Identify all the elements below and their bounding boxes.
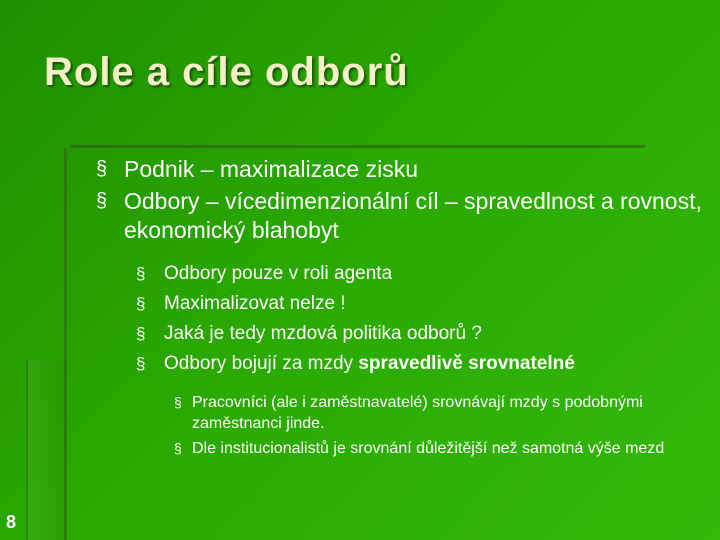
bullet-list xyxy=(96,155,706,463)
frame-left-band-line xyxy=(26,360,28,540)
frame-top-line xyxy=(70,145,645,148)
list-item-level3 xyxy=(174,392,712,434)
section-bullet-icon: § xyxy=(174,394,182,410)
section-bullet-icon: § xyxy=(96,158,108,180)
section-bullet-icon: § xyxy=(136,354,146,373)
list-item-text: Odbory bojují za mzdy xyxy=(164,353,359,374)
section-bullet-icon: § xyxy=(174,440,182,456)
list-item-text: Odbory pouze v roli agenta xyxy=(164,263,393,284)
page-number: 8 xyxy=(6,512,17,532)
list-item-text: Dle institucionalistů je srovnání důležitější než samotná výše mezd xyxy=(192,440,665,457)
emphasis-text: spravedlivě srovnatelné xyxy=(358,353,575,374)
list-item-text: Jaká je tedy mzdová politika odborů ? xyxy=(164,323,482,344)
list-item-level2 xyxy=(136,292,706,316)
list-item-text: Pracovníci (ale i zaměstnavatelé) srovnávají mzdy s podobnými zaměstnanci jinde. xyxy=(192,394,643,432)
frame-left-band xyxy=(26,360,66,540)
list-item-text: Odbory – vícedimenzionální cíl – spravedlnost a rovnost, ekonomický blahobyt xyxy=(124,188,702,243)
section-bullet-icon: § xyxy=(136,324,146,343)
list-item-level3 xyxy=(174,438,712,459)
section-bullet-icon: § xyxy=(136,264,146,283)
list-item-level2 xyxy=(136,352,706,376)
list-item-level1 xyxy=(96,155,706,184)
slide-title: Role a cíle odborů xyxy=(44,50,409,94)
list-item-level1 xyxy=(96,187,706,245)
list-item-text: Podnik – maximalizace zisku xyxy=(124,156,419,182)
section-bullet-icon: § xyxy=(96,190,108,212)
list-item-level2 xyxy=(136,262,706,286)
list-item-text: Maximalizovat nelze ! xyxy=(164,293,346,314)
list-item-level2 xyxy=(136,322,706,346)
section-bullet-icon: § xyxy=(136,294,146,313)
